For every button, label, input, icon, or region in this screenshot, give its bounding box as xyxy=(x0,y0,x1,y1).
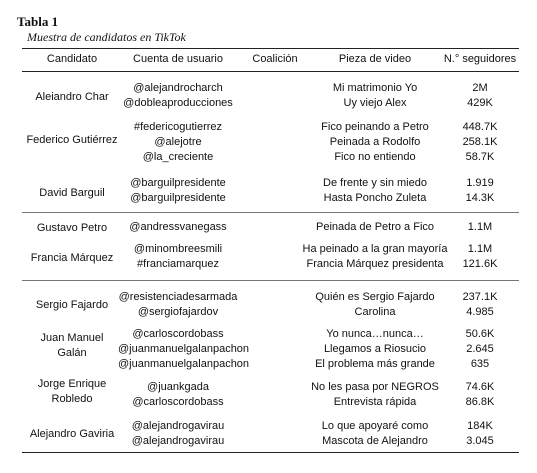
follower-count: 1.1M xyxy=(467,221,493,233)
video-title: Mi matrimonio Yo xyxy=(332,82,418,94)
account-handle: @resistenciadesarmada xyxy=(118,291,238,303)
account-handle: @alejandrocharch xyxy=(133,82,223,94)
video-title: Uy viejo Alex xyxy=(343,97,407,109)
candidate-name: Federico Gutiérrez xyxy=(26,134,118,146)
video-title: Quién es Sergio Fajardo xyxy=(315,291,435,303)
video-title: No les pasa por NEGROS xyxy=(311,381,439,393)
account-handle: @juanmanuelgalanpachon xyxy=(118,343,250,355)
follower-count: 2M xyxy=(472,82,488,94)
account-handle: @alejandrogavirau xyxy=(131,420,225,432)
account-handle: @minombreesmili xyxy=(133,243,223,255)
account-handle: @carloscordobass xyxy=(132,328,224,340)
follower-count: 448.7K xyxy=(462,121,498,133)
candidate-name: Juan Manuel Galán xyxy=(40,332,104,359)
follower-count: 74.6K xyxy=(465,381,495,393)
video-title: Mascota de Alejandro xyxy=(322,435,428,447)
video-title: Hasta Poncho Zuleta xyxy=(323,192,427,204)
candidate-name: Francia Márquez xyxy=(30,252,114,264)
header-account: Cuenta de usuario xyxy=(133,53,223,65)
account-handle: @alejandrogavirau xyxy=(131,435,225,447)
follower-count: 1.1M xyxy=(467,243,493,255)
candidate-name: Sergio Fajardo xyxy=(35,299,109,311)
video-title: Francia Márquez presidenta xyxy=(306,258,444,270)
header-followers: N.° seguidores xyxy=(443,53,517,65)
account-handle: @la_creciente xyxy=(142,151,214,163)
candidate-name: Gustavo Petro xyxy=(36,222,108,234)
table-subtitle: Muestra de candidatos en TikTok xyxy=(27,30,186,44)
account-handle: @barguilpresidente xyxy=(130,192,226,204)
account-handle: @alejotre xyxy=(154,136,202,148)
candidate-name: Aleiandro Char xyxy=(35,91,109,103)
video-title: Yo nunca…nunca… xyxy=(326,328,424,340)
follower-count: 3.045 xyxy=(466,435,494,447)
follower-count: 2.645 xyxy=(466,343,494,355)
follower-count: 1.919 xyxy=(466,177,494,189)
video-title: Entrevista rápida xyxy=(333,396,417,408)
header-video: Pieza de video xyxy=(338,53,412,65)
video-title: Carolina xyxy=(354,306,396,318)
follower-count: 429K xyxy=(467,97,493,109)
group-divider xyxy=(22,280,519,281)
follower-count: 4.985 xyxy=(466,306,494,318)
account-handle: #federicogutierrez xyxy=(133,121,223,133)
account-handle: @juankgada xyxy=(147,381,209,393)
video-title: Lo que apoyaré como xyxy=(321,420,429,432)
header-bottom-border xyxy=(22,71,519,72)
table-bottom-border xyxy=(22,452,519,453)
account-handle: #franciamarquez xyxy=(137,258,219,270)
video-title: El problema más grande xyxy=(315,358,435,370)
video-title: Fico no entiendo xyxy=(334,151,416,163)
follower-count: 121.6K xyxy=(462,258,498,270)
follower-count: 50.6K xyxy=(465,328,495,340)
follower-count: 237.1K xyxy=(462,291,498,303)
account-handle: @dobleaproducciones xyxy=(123,97,233,109)
video-title: Peinada de Petro a Fico xyxy=(315,221,435,233)
candidate-name: David Barguil xyxy=(39,187,105,199)
follower-count: 184K xyxy=(467,420,493,432)
follower-count: 58.7K xyxy=(465,151,495,163)
header-candidate: Candidato xyxy=(46,53,98,65)
group-divider xyxy=(22,212,519,213)
video-title: Peinada a Rodolfo xyxy=(329,136,421,148)
video-title: Ha peinado a la gran mayoría xyxy=(302,243,448,255)
follower-count: 258.1K xyxy=(462,136,498,148)
follower-count: 14.3K xyxy=(465,192,495,204)
account-handle: @carloscordobass xyxy=(132,396,224,408)
video-title: Fico peinando a Petro xyxy=(321,121,429,133)
table-top-border xyxy=(22,48,519,49)
video-title: De frente y sin miedo xyxy=(323,177,427,189)
account-handle: @sergiofajardov xyxy=(137,306,219,318)
video-title: Llegamos a Riosucio xyxy=(323,343,427,355)
account-handle: @barguilpresidente xyxy=(130,177,226,189)
candidate-name: Alejandro Gaviria xyxy=(29,428,115,440)
account-handle: @andressvanegass xyxy=(129,221,227,233)
follower-count: 635 xyxy=(470,358,490,370)
follower-count: 86.8K xyxy=(465,396,495,408)
candidate-name: Jorge Enrique Robledo xyxy=(37,378,107,405)
account-handle: @juanmanuelgalanpachon xyxy=(118,358,250,370)
table-title: Tabla 1 xyxy=(17,14,59,29)
header-coalition: Coalición xyxy=(252,53,298,65)
